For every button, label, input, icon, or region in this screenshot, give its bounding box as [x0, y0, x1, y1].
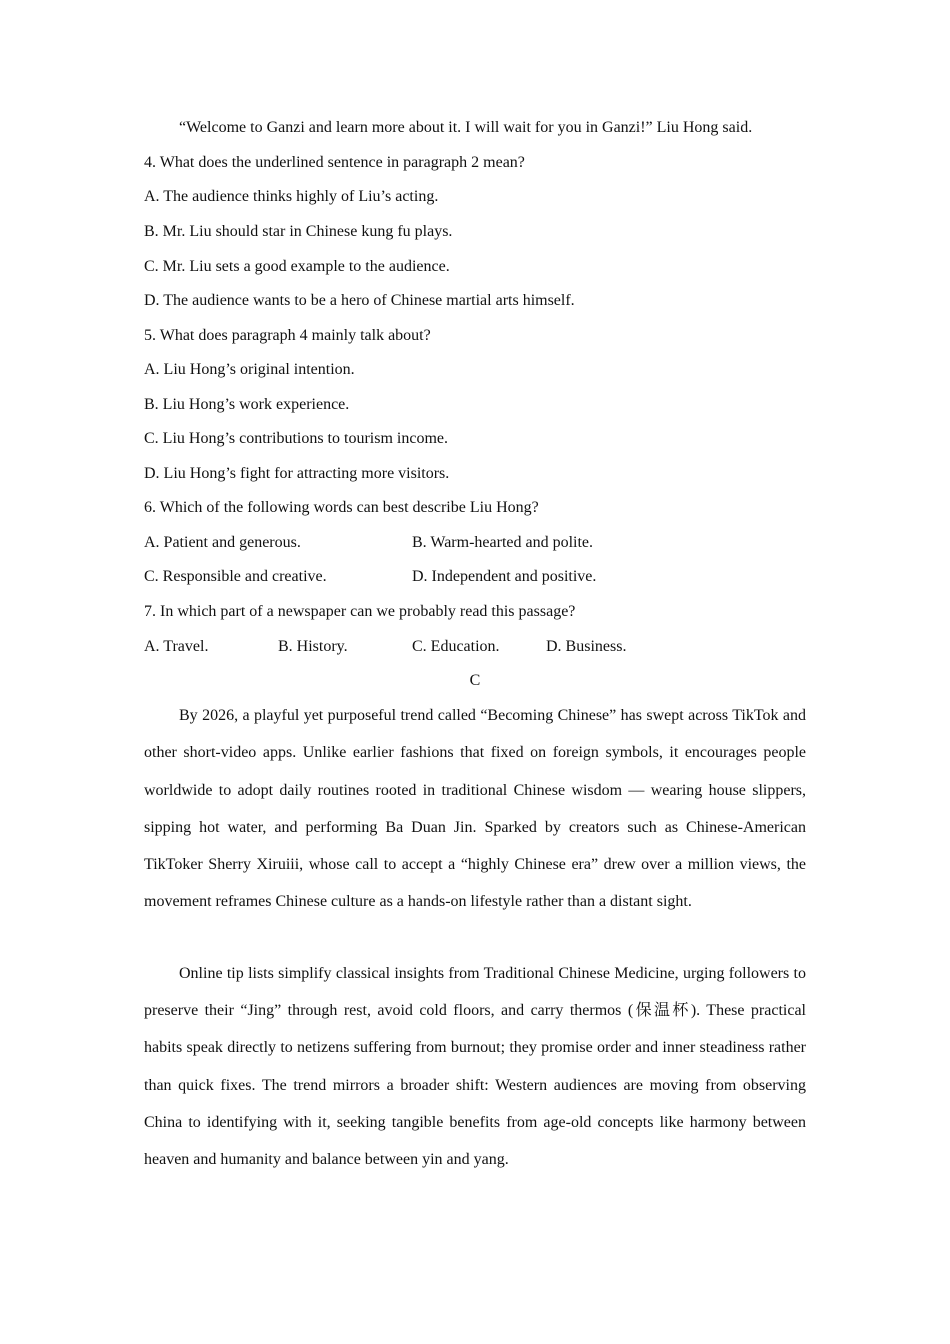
question-7-option-c: C. Education.	[412, 638, 500, 655]
passage-paragraph-1: By 2026, a playful yet purposeful trend called “Becoming Chinese” has swept across TikTok and other short-video apps. Unlike earlier fashions that fixed on foreign symbols, it encourages people worldwide to adopt daily routines rooted in traditional Chinese wisdom — wearing house slippers, sipping hot water, and performing Ba Duan Jin. Sparked by creators such as Chinese-American TikToker Sherry Xiruiii, whose call to accept a “highly Chinese era” drew over a million views, the movement reframes Chinese culture as a hands-on lifestyle rather than a distant sight.	[144, 707, 806, 911]
question-4-option-b: B. Mr. Liu should star in Chinese kung fu plays.	[144, 223, 453, 240]
question-5-option-b: B. Liu Hong’s work experience.	[144, 396, 350, 413]
question-7-stem: 7. In which part of a newspaper can we probably read this passage?	[144, 603, 576, 620]
section-heading: C	[469, 672, 481, 689]
intro-line: “Welcome to Ganzi and learn more about it. I will wait for you in Ganzi!” Liu Hong said.	[179, 119, 753, 136]
question-6-option-d: D. Independent and positive.	[412, 568, 597, 585]
question-7-option-b: B. History.	[278, 638, 348, 655]
question-6-option-b: B. Warm-hearted and polite.	[412, 534, 594, 551]
question-7-option-d: D. Business.	[546, 638, 627, 655]
question-5-stem: 5. What does paragraph 4 mainly talk about?	[144, 327, 431, 344]
question-5-option-c: C. Liu Hong’s contributions to tourism income.	[144, 430, 448, 447]
question-4-stem: 4. What does the underlined sentence in paragraph 2 mean?	[144, 154, 525, 171]
question-4-option-a: A. The audience thinks highly of Liu’s acting.	[144, 188, 439, 205]
passage-paragraph-2: Online tip lists simplify classical insights from Traditional Chinese Medicine, urging followers to preserve their “Jing” through rest, avoid cold floors, and carry thermos (保温杯). These practical habits speak directly to netizens suffering from burnout; they promise order and inner steadiness rather than quick fixes. The trend mirrors a broader shift: Western audiences are moving from observing China to identifying with it, seeking tangible benefits from age-old concepts like harmony between heaven and humanity and balance between yin and yang.	[144, 965, 806, 1169]
question-5-option-d: D. Liu Hong’s fight for attracting more visitors.	[144, 465, 450, 482]
question-6-option-a: A. Patient and generous.	[144, 534, 301, 551]
question-5-option-a: A. Liu Hong’s original intention.	[144, 361, 355, 378]
question-6-option-c: C. Responsible and creative.	[144, 568, 327, 585]
question-7-option-a: A. Travel.	[144, 638, 209, 655]
question-6-stem: 6. Which of the following words can best describe Liu Hong?	[144, 499, 539, 516]
question-4-option-c: C. Mr. Liu sets a good example to the audience.	[144, 258, 450, 275]
question-4-option-d: D. The audience wants to be a hero of Chinese martial arts himself.	[144, 292, 575, 309]
